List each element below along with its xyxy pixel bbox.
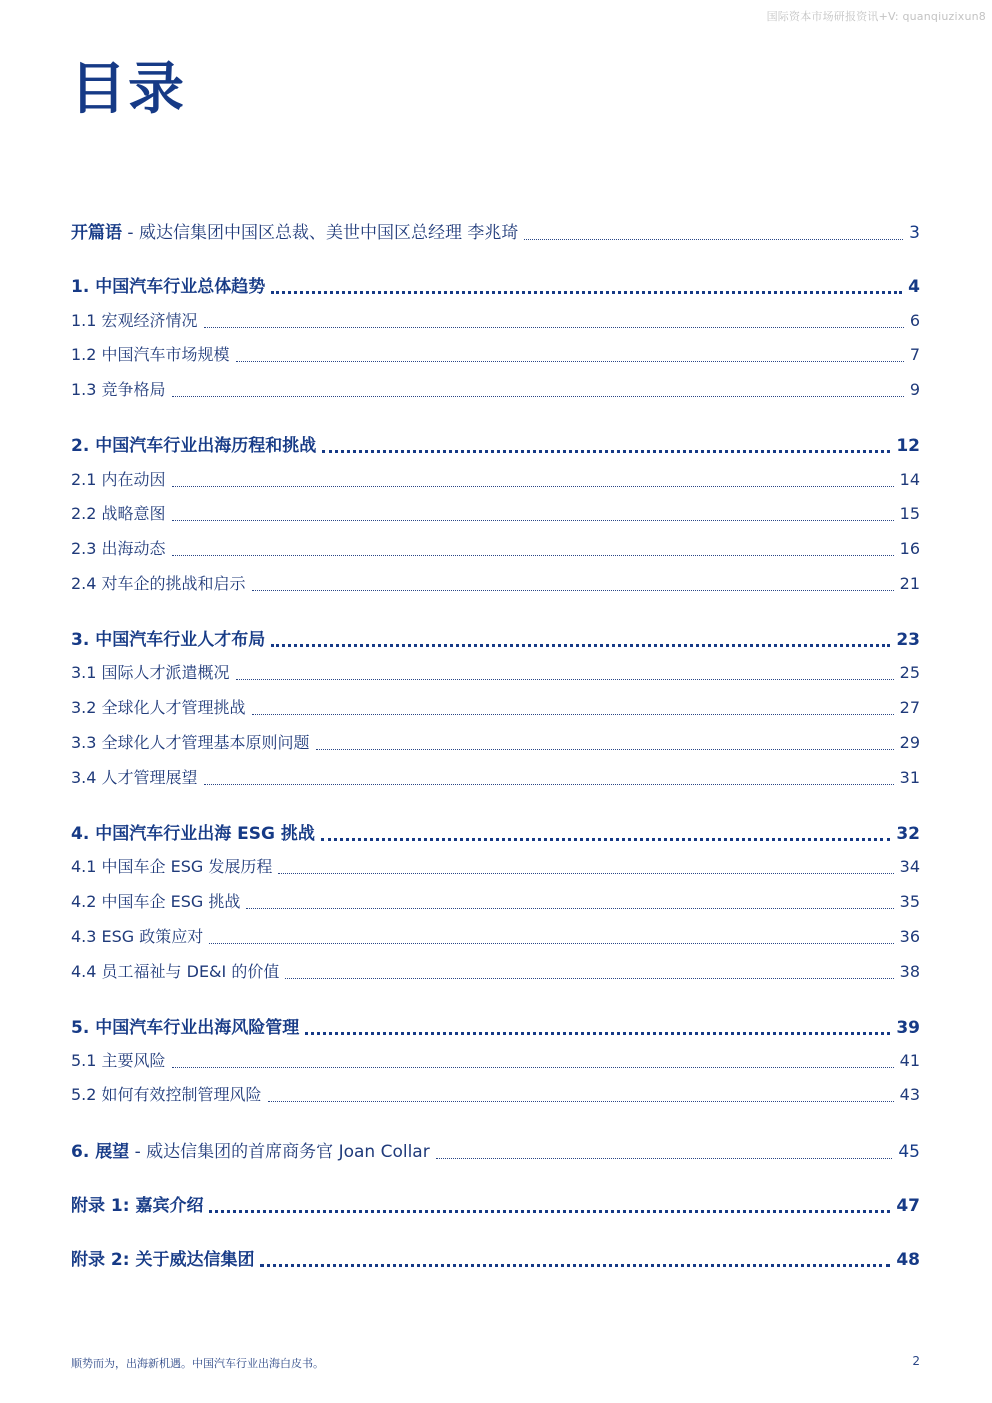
toc-page-number: 35 <box>899 892 920 911</box>
toc-dot-leader <box>172 1067 894 1068</box>
toc-dot-leader <box>209 1210 890 1213</box>
toc-page-number: 21 <box>899 574 920 593</box>
footer-page-number: 2 <box>912 1354 920 1368</box>
toc-label: 2.4 对车企的挑战和启示 <box>71 574 246 593</box>
toc-page-number: 16 <box>899 539 920 558</box>
toc-dot-leader <box>172 555 894 556</box>
toc-dot-leader <box>172 396 904 397</box>
toc-page-number: 32 <box>896 824 920 844</box>
toc-label: 3.2 全球化人才管理挑战 <box>71 698 246 717</box>
toc-dot-leader <box>278 873 893 874</box>
toc-s6-bold: 6. 展望 <box>71 1142 130 1162</box>
toc-label: 4. 中国汽车行业出海 ESG 挑战 <box>71 824 315 844</box>
toc-dot-leader <box>204 784 894 785</box>
toc-intro-bold: 开篇语 <box>71 223 122 243</box>
toc-label: 1. 中国汽车行业总体趋势 <box>71 277 266 297</box>
toc-entry-4-1[interactable] <box>71 854 920 878</box>
toc-dot-leader <box>524 239 903 240</box>
toc-page-number: 12 <box>896 436 920 456</box>
toc-label: 3.4 人才管理展望 <box>71 768 198 787</box>
toc-label: 1.3 竞争格局 <box>71 380 166 399</box>
toc-entry-2-2[interactable] <box>71 501 920 525</box>
toc-label: 2. 中国汽车行业出海历程和挑战 <box>71 436 317 456</box>
toc-page-number: 4 <box>908 277 920 297</box>
toc-page-number: 25 <box>899 663 920 682</box>
toc-page-number: 15 <box>899 504 920 523</box>
toc-dot-leader <box>271 291 902 294</box>
toc-entry-section-6[interactable] <box>71 1137 920 1163</box>
page-title: 目录 <box>70 57 186 122</box>
toc-label: 附录 1: 嘉宾介绍 <box>71 1196 204 1216</box>
toc-label: 1.1 宏观经济情况 <box>71 311 198 330</box>
toc-dot-leader <box>268 1101 894 1102</box>
toc-entry-intro[interactable] <box>71 218 920 244</box>
toc-dot-leader <box>321 838 890 841</box>
toc-entry-2-1[interactable] <box>71 467 920 491</box>
toc-page-number: 23 <box>896 630 920 650</box>
toc-page-number: 29 <box>899 733 920 752</box>
toc-page-number: 6 <box>909 311 920 330</box>
toc-dot-leader <box>285 978 893 979</box>
toc-label: 3.1 国际人才派遣概况 <box>71 663 230 682</box>
toc-label: 3. 中国汽车行业人才布局 <box>71 630 266 650</box>
toc-dot-leader <box>271 644 890 647</box>
toc-entry-section-3[interactable] <box>71 625 920 651</box>
toc-label: 4.3 ESG 政策应对 <box>71 927 204 946</box>
toc-page-number: 9 <box>909 380 920 399</box>
toc-label: 4.2 中国车企 ESG 挑战 <box>71 892 241 911</box>
toc-entry-appendix-2[interactable] <box>71 1245 920 1271</box>
toc-dot-leader <box>236 679 894 680</box>
toc-label: 4.4 员工福祉与 DE&I 的价值 <box>71 962 280 981</box>
toc-dot-leader <box>252 590 894 591</box>
toc-entry-4-4[interactable] <box>71 959 920 983</box>
toc-entry-3-1[interactable] <box>71 660 920 684</box>
toc-intro-rest: - 威达信集团中国区总裁、美世中国区总经理 李兆琦 <box>122 223 519 243</box>
toc-label: 3.3 全球化人才管理基本原则问题 <box>71 733 310 752</box>
toc-entry-3-4[interactable] <box>71 765 920 789</box>
toc-page-number: 34 <box>899 857 920 876</box>
toc-entry-section-2[interactable] <box>71 431 920 457</box>
toc-entry-1-1[interactable] <box>71 308 920 332</box>
toc-dot-leader <box>305 1032 890 1035</box>
toc-page-number: 7 <box>909 345 920 364</box>
toc-label: 2.2 战略意图 <box>71 504 166 523</box>
toc-dot-leader <box>209 943 893 944</box>
toc-entry-2-3[interactable] <box>71 536 920 560</box>
toc-label: 5. 中国汽车行业出海风险管理 <box>71 1018 300 1038</box>
toc-entry-section-1[interactable] <box>71 272 920 298</box>
toc-dot-leader <box>172 520 894 521</box>
toc-page-number: 48 <box>896 1250 920 1270</box>
toc-page-number: 39 <box>896 1018 920 1038</box>
toc-entry-section-5[interactable] <box>71 1013 920 1039</box>
toc-dot-leader <box>322 450 890 453</box>
toc-entry-4-2[interactable] <box>71 889 920 913</box>
toc-label: 2.1 内在动因 <box>71 470 166 489</box>
toc-entry-appendix-1[interactable] <box>71 1191 920 1217</box>
toc-entry-3-3[interactable] <box>71 730 920 754</box>
toc-dot-leader <box>172 486 894 487</box>
toc-label: 1.2 中国汽车市场规模 <box>71 345 230 364</box>
toc-page-number: 27 <box>899 698 920 717</box>
toc-entry-2-4[interactable] <box>71 571 920 595</box>
toc-entry-5-2[interactable] <box>71 1082 920 1106</box>
toc-entry-4-3[interactable] <box>71 924 920 948</box>
toc-entry-5-1[interactable] <box>71 1048 920 1072</box>
toc-entry-section-4[interactable] <box>71 819 920 845</box>
toc-dot-leader <box>260 1264 890 1267</box>
toc-page-number: 43 <box>899 1085 920 1104</box>
toc-page-number: 47 <box>896 1196 920 1216</box>
toc-dot-leader <box>236 361 904 362</box>
toc-s6-rest: - 威达信集团的首席商务官 Joan Collar <box>129 1142 430 1162</box>
toc-label: 5.1 主要风险 <box>71 1051 166 1070</box>
toc-label: 附录 2: 关于威达信集团 <box>71 1250 255 1270</box>
footer-text: 顺势而为，出海新机遇。中国汽车行业出海白皮书。 <box>71 1357 324 1370</box>
watermark: 国际资本市场研报资讯+V: quanqiuzixun8 <box>766 10 986 23</box>
toc-label: 4.1 中国车企 ESG 发展历程 <box>71 857 273 876</box>
toc-label: 5.2 如何有效控制管理风险 <box>71 1085 262 1104</box>
toc-page-number: 41 <box>899 1051 920 1070</box>
toc-page-number: 36 <box>899 927 920 946</box>
toc-dot-leader <box>316 749 894 750</box>
toc-dot-leader <box>436 1158 893 1159</box>
toc-page-number: 45 <box>898 1142 920 1162</box>
toc-entry-1-3[interactable] <box>71 377 920 401</box>
toc-dot-leader <box>204 327 904 328</box>
toc-entry-3-2[interactable] <box>71 695 920 719</box>
toc-page-number: 31 <box>899 768 920 787</box>
toc-page-number: 38 <box>899 962 920 981</box>
toc-entry-1-2[interactable] <box>71 342 920 366</box>
toc-page-number: 14 <box>899 470 920 489</box>
toc-label: 2.3 出海动态 <box>71 539 166 558</box>
toc-page-number: 3 <box>909 223 920 243</box>
toc-dot-leader <box>252 714 894 715</box>
toc-dot-leader <box>246 908 893 909</box>
